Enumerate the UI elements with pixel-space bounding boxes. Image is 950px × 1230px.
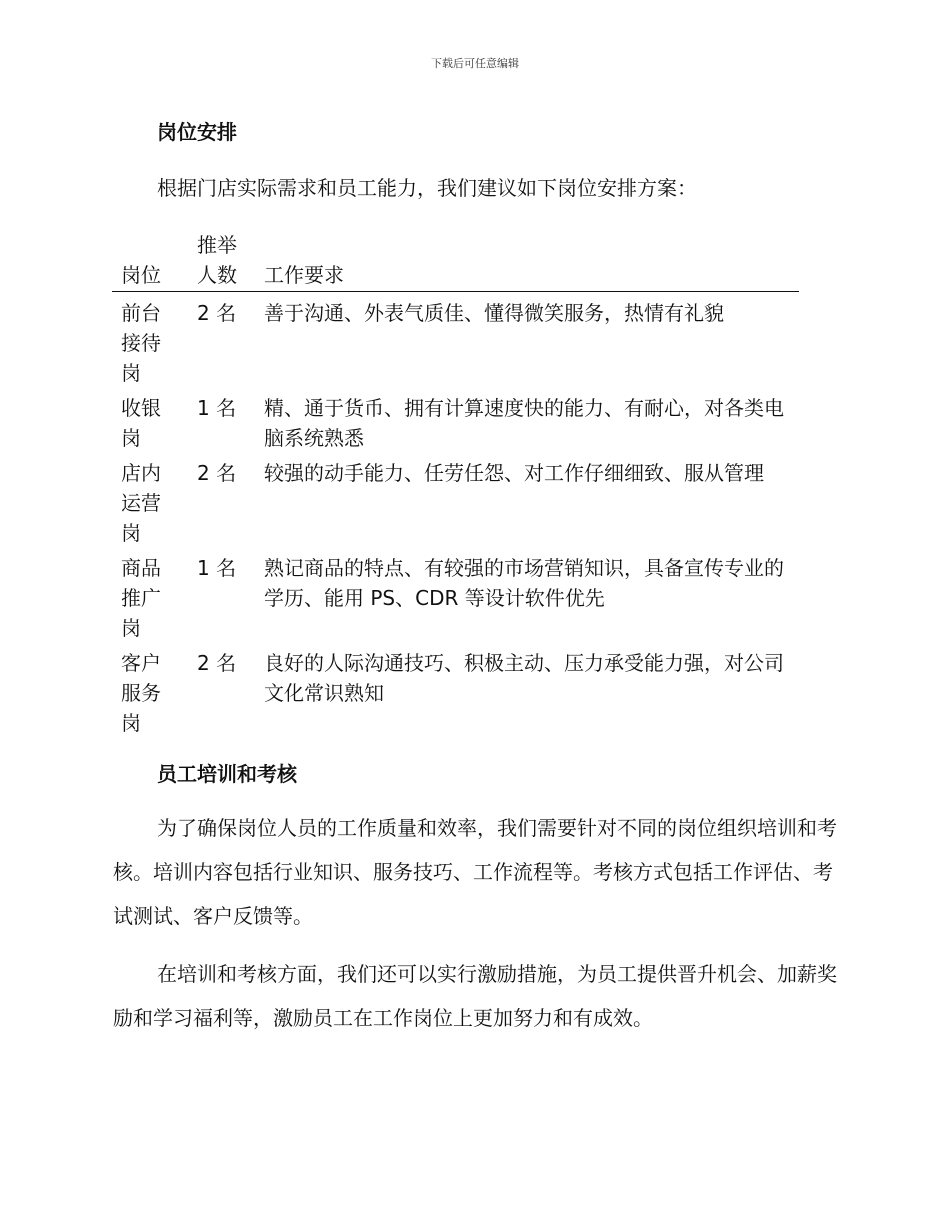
section-title-positions: 岗位安排 [157, 120, 237, 144]
cell-position: 前台接待岗 [121, 301, 161, 385]
header-count-line1: 推举 [197, 233, 237, 257]
training-paragraph-2: 在培训和考核方面，我们还可以实行激励措施，为员工提供晋升机会、加薪奖励和学习福利等，激励员工在工作岗位上更加努力和有成效。 [113, 962, 837, 1030]
cell-requirements: 精、通于货币、拥有计算速度快的能力、有耐心，对各类电脑系统熟悉 [264, 396, 784, 450]
table-row [112, 393, 799, 458]
cell-position: 收银岗 [121, 396, 161, 450]
header-requirements: 工作要求 [264, 263, 344, 287]
cell-count: 2 名 [197, 651, 237, 675]
section-title-training: 员工培训和考核 [157, 762, 297, 786]
cell-requirements: 较强的动手能力、任劳任怨、对工作仔细细致、服从管理 [264, 461, 764, 485]
cell-position: 商品推广岗 [121, 556, 161, 640]
table-row [112, 553, 799, 648]
positions-intro-text: 根据门店实际需求和员工能力，我们建议如下岗位安排方案： [157, 176, 697, 200]
header-count-line2: 人数 [197, 263, 237, 287]
cell-count: 2 名 [197, 301, 237, 325]
table-row [112, 298, 799, 393]
cell-count: 1 名 [197, 556, 237, 580]
positions-table [112, 228, 799, 743]
cell-requirements: 善于沟通、外表气质佳、懂得微笑服务，热情有礼貌 [264, 301, 724, 325]
header-position: 岗位 [121, 263, 161, 287]
cell-position: 店内运营岗 [121, 461, 161, 545]
cell-requirements: 良好的人际沟通技巧、积极主动、压力承受能力强，对公司文化常识熟知 [264, 651, 784, 705]
table-row [112, 648, 799, 743]
cell-position: 客户服务岗 [121, 651, 161, 735]
cell-count: 1 名 [197, 396, 237, 420]
table-row [112, 458, 799, 553]
cell-count: 2 名 [197, 461, 237, 485]
page-header-note: 下载后可任意编辑 [431, 57, 519, 70]
cell-requirements: 熟记商品的特点、有较强的市场营销知识，具备宣传专业的学历、能用 PS、CDR 等设计软件优先 [264, 556, 784, 610]
table-header-row [112, 228, 799, 292]
training-paragraph-1: 为了确保岗位人员的工作质量和效率，我们需要针对不同的岗位组织培训和考核。培训内容包括行业知识、服务技巧、工作流程等。考核方式包括工作评估、考试测试、客户反馈等。 [113, 816, 837, 928]
